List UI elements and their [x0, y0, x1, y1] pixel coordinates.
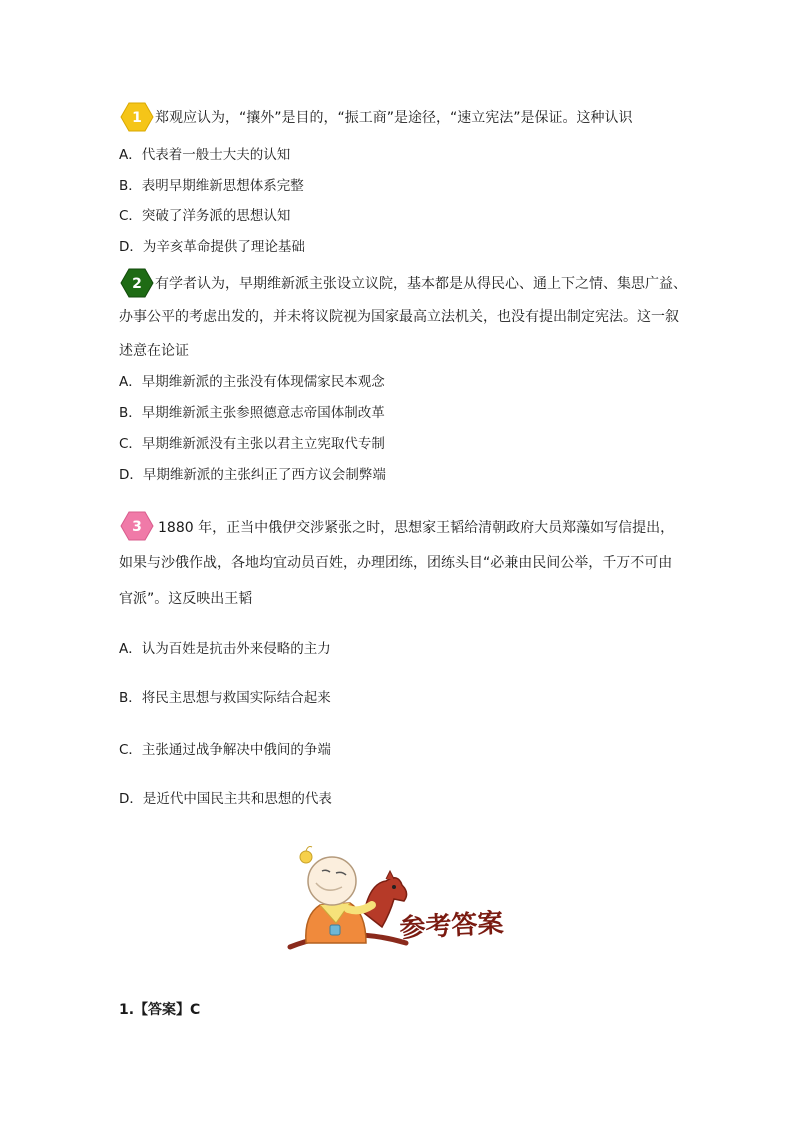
question-3-stem-line-2: 如果与沙俄作战，各地均宜动员百姓，办理团练，团练头目“必兼由民间公举，千万不可由: [119, 555, 673, 571]
question-1-hexagon-icon: [120, 102, 154, 132]
question-3-option-b[interactable]: B．将民主思想与救国实际结合起来: [119, 690, 331, 706]
scholar-rocking-horse-icon: [286, 843, 516, 955]
question-2-option-b[interactable]: B．早期维新派主张参照德意志帝国体制改革: [119, 405, 385, 421]
question-2-number: 2: [132, 276, 142, 292]
question-2-stem-line-2: 办事公平的考虑出发的，并未将议院视为国家最高立法机关，也没有提出制定宪法。这一叙: [119, 309, 679, 325]
reference-answer-title: 参考答案: [398, 908, 505, 944]
question-1-option-d[interactable]: D．为辛亥革命提供了理论基础: [119, 239, 305, 255]
question-3-number: 3: [132, 519, 142, 535]
reference-answer-illustration: [286, 843, 516, 955]
question-3-stem-line-1: 1880 年，正当中俄伊交涉紧张之时，思想家王韬给清朝政府大员郑藻如写信提出，: [158, 520, 675, 536]
question-3-option-d[interactable]: D．是近代中国民主共和思想的代表: [119, 791, 332, 807]
question-2-stem-line-3: 述意在论证: [119, 343, 189, 359]
question-1-number: 1: [132, 110, 142, 126]
question-2-option-d[interactable]: D．早期维新派的主张纠正了西方议会制弊端: [119, 467, 386, 483]
question-3-stem-line-3: 官派”。这反映出王韬: [119, 591, 253, 607]
question-3-option-a[interactable]: A．认为百姓是抗击外来侵略的主力: [119, 641, 331, 657]
question-2-option-a[interactable]: A．早期维新派的主张没有体现儒家民本观念: [119, 374, 385, 390]
question-1-stem-line-1: 郑观应认为，“攘外”是目的，“振工商”是途径，“速立宪法”是保证。这种认识: [155, 110, 633, 126]
question-1-option-c[interactable]: C．突破了洋务派的思想认知: [119, 208, 291, 224]
answer-1: 1.【答案】C: [119, 1002, 201, 1018]
question-2-option-c[interactable]: C．早期维新派没有主张以君主立宪取代专制: [119, 436, 385, 452]
question-1-option-a[interactable]: A．代表着一般士大夫的认知: [119, 147, 291, 163]
question-1-option-b[interactable]: B．表明早期维新思想体系完整: [119, 178, 304, 194]
question-2-hexagon-icon: [120, 268, 154, 298]
question-2-stem-line-1: 有学者认为，早期维新派主张设立议院，基本都是从得民心、通上下之情、集思广益、: [155, 276, 687, 292]
question-3-option-c[interactable]: C．主张通过战争解决中俄间的争端: [119, 742, 331, 758]
question-3-hexagon-icon: [120, 511, 154, 541]
